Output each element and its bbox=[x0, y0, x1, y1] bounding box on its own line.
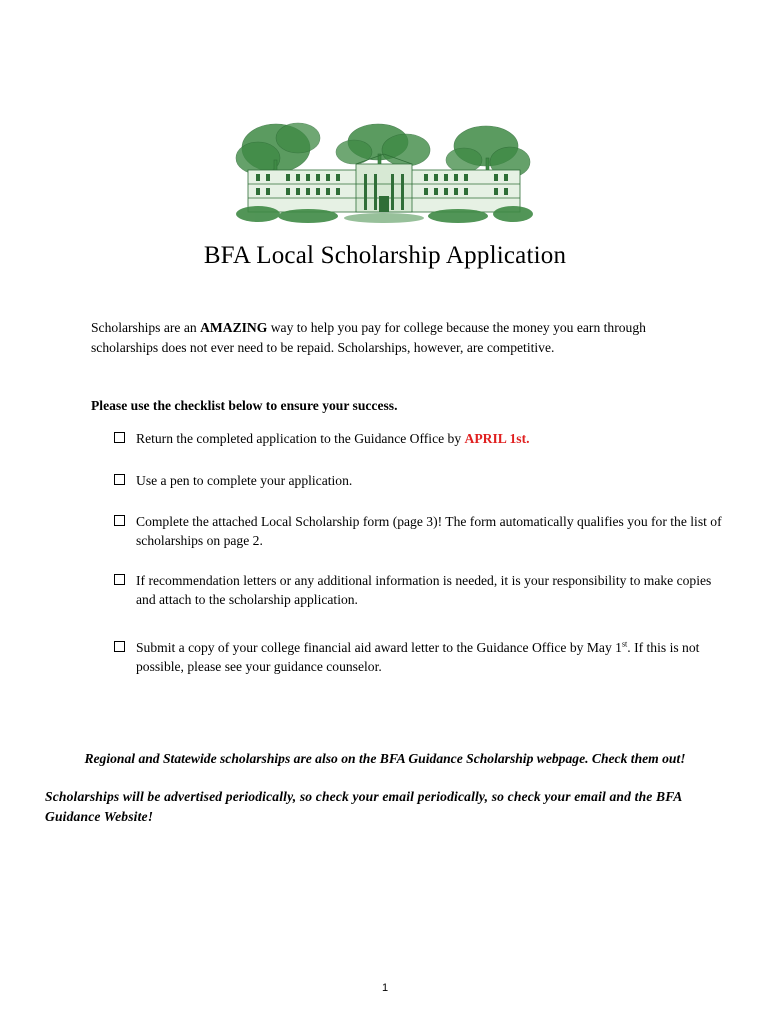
checkbox[interactable] bbox=[114, 574, 125, 585]
checkbox[interactable] bbox=[114, 432, 125, 443]
intro-text-end: way to help you pay for college because the money you earn through scholarships does not ever need to be repaid. Scholarships, however, are competitive. bbox=[91, 320, 646, 355]
advertised-scholarship-note: Scholarships will be advertised periodically, so check your email periodically, so check your email and the BFA Guidance Website! bbox=[45, 789, 682, 824]
school-building-logo bbox=[228, 118, 538, 230]
deadline-highlight: APRIL 1st. bbox=[464, 431, 530, 446]
page-title: BFA Local Scholarship Application bbox=[203, 242, 567, 269]
checklist-item-text: Complete the attached Local Scholarship form (page 3)! The form automatically qualifies you for the list of scholarships on page 2. bbox=[136, 514, 722, 548]
intro-emphasis: AMAZING bbox=[200, 320, 268, 335]
checklist-text: Submit a copy of your college financial aid award letter to the Guidance Office by May 1 bbox=[136, 640, 622, 655]
checkbox[interactable] bbox=[114, 474, 125, 485]
checklist-item-text: Use a pen to complete your application. bbox=[136, 473, 353, 488]
intro-text-start: Scholarships are an bbox=[91, 320, 201, 335]
checklist-text: Return the completed application to the Guidance Office by bbox=[136, 431, 465, 446]
checkbox[interactable] bbox=[114, 515, 125, 526]
checklist-text: . If this is not possible, please see your guidance counselor. bbox=[136, 640, 700, 674]
checkbox[interactable] bbox=[114, 641, 125, 652]
ordinal-superscript: st bbox=[621, 639, 628, 649]
checklist-item-text: If recommendation letters or any additional information is needed, it is your responsibility to make copies and attach to the scholarship application. bbox=[136, 573, 712, 607]
regional-scholarship-note: Regional and Statewide scholarships are also on the BFA Guidance Scholarship webpage. Check them out! bbox=[84, 751, 686, 766]
checklist-item-text bbox=[136, 638, 726, 676]
checklist-item-text bbox=[136, 429, 726, 448]
page-number: 1 bbox=[381, 982, 389, 994]
intro-paragraph bbox=[91, 318, 711, 358]
checklist-lead: Please use the checklist below to ensure your success. bbox=[91, 398, 398, 413]
